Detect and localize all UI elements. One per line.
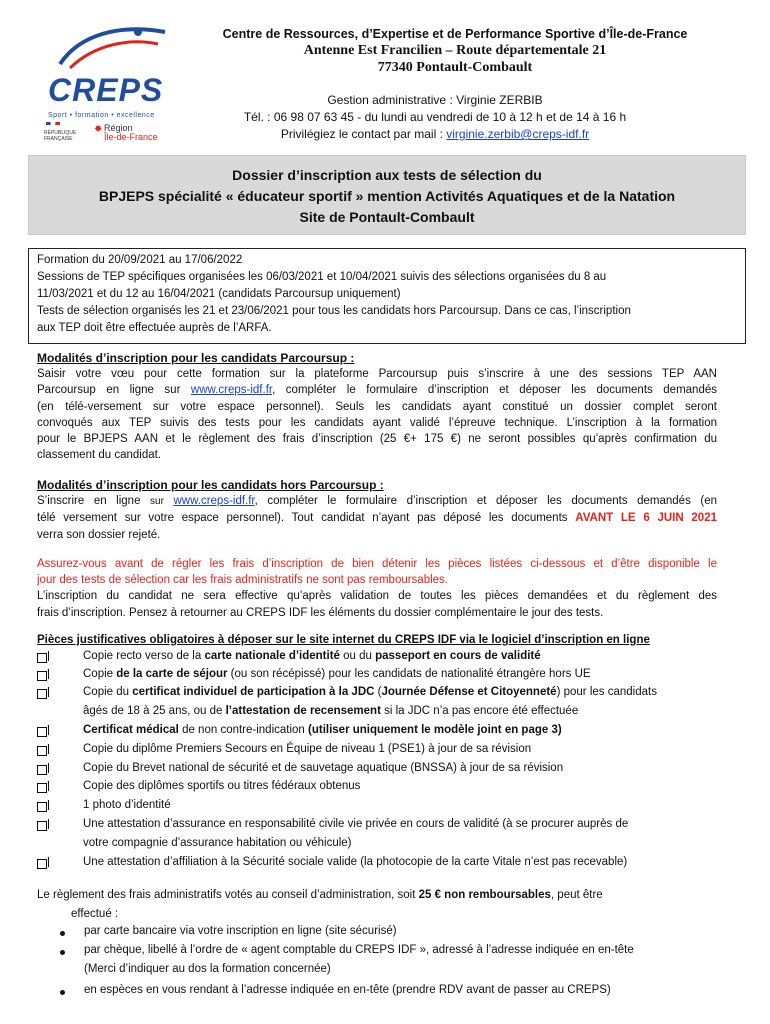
checklist-item: Certificat médical de non contre-indication (utiliser uniquement le modèle joint en page 3): [37, 724, 717, 742]
parcoursup-section: [37, 350, 717, 463]
region-logo-icon: ✸: [94, 124, 103, 135]
deadline-warning: AVANT LE 6 JUIN 2021: [575, 512, 717, 525]
paragraph-line: S’inscrire en ligne sur www.creps-idf.fr, compléter le formulaire d’inscription et déposer les documents demandés (en: [37, 495, 717, 508]
bullet-icon: [60, 990, 65, 995]
hors-parcoursup-section: [37, 477, 717, 543]
contact-name: Gestion administrative : Virginie ZERBIB: [327, 93, 543, 107]
warning-line: jour des tests de sélection car les frais administratifs ne sont pas remboursables.: [37, 574, 448, 587]
paragraph-line: Saisir votre vœu pour cette formation sur la plateforme Parcoursup puis s’inscrire à une des sessions TEP AAN: [37, 368, 717, 381]
french-flag-icon: [46, 122, 60, 125]
checklist-item: Copie du certificat individuel de participation à la JDC (Journée Défense et Citoyenneté) pour les candidats âgés de 18 à 25 ans, ou de l’attestation de recensement si la JDC n’a pas encore été effectuée: [37, 686, 717, 722]
paragraph-line: L’inscription du candidat ne sera effective qu’après validation de toutes les pièces demandées et du règlement des: [37, 590, 717, 603]
checkbox-icon[interactable]: [37, 859, 47, 869]
checklist-item: Copie des diplômes sportifs ou titres fédéraux obtenus: [37, 780, 717, 798]
payment-option: par chèque, libellé à l’ordre de « agent comptable du CREPS IDF », adressé à l’adresse indiquée en en-tête (Merci d’indiquer au dos la formation concernée): [60, 944, 720, 980]
paragraph-line: télé versement sur votre espace personnel). Tout candidat n’ayant pas déposé les documents AVANT LE 6 JUIN 2021: [37, 512, 717, 525]
checklist-item: Copie du Brevet national de sécurité et de sauvetage aquatique (BNSSA) à jour de sa révision: [37, 762, 717, 780]
header-antenne: Antenne Est Francilien – Route départementale 21: [303, 43, 607, 58]
region-label: Région Île-de-France: [104, 123, 158, 142]
info-line: aux TEP doit être effectuée auprès de l’ARFA.: [37, 322, 272, 334]
checklist-item: Copie du diplôme Premiers Secours en Équipe de niveau 1 (PSE1) à jour de sa révision: [37, 743, 717, 761]
contact-mail-line: Privilégiez le contact par mail : virginie.zerbib@creps-idf.fr: [280, 127, 590, 141]
warning-line: Assurez-vous avant de régler les frais d’inscription de bien détenir les pièces listées ci-dessous et d’être disponible le: [37, 558, 717, 570]
checklist-item: Une attestation d’affiliation à la Sécurité sociale valide (la photocopie de la carte Vitale n’est pas recevable): [37, 856, 717, 874]
paragraph-line: frais d’inscription. Pensez à retourner au CREPS IDF les éléments du dossier complémentaire le jour des tests.: [37, 606, 604, 619]
paragraph-line: classement du candidat.: [37, 449, 162, 462]
parcoursup-heading: Modalités d’inscription pour les candidats Parcoursup :: [37, 351, 355, 365]
checklist-item: Une attestation d’assurance en responsabilité civile vie privée en cours de validité (à se procurer auprès de votre compagnie d’assurance habitation ou véhicule): [37, 818, 717, 854]
checklist-item: 1 photo d’identité: [37, 799, 717, 817]
checkbox-icon[interactable]: [37, 802, 47, 812]
creps-logo: [40, 24, 180, 154]
checkbox-icon[interactable]: [37, 746, 47, 756]
header-centre-name: Centre de Ressources, d’Expertise et de Performance Sportive d’Île-de-France: [222, 27, 688, 41]
checkbox-icon[interactable]: [37, 653, 47, 663]
info-line: 11/03/2021 et du 12 au 16/04/2021 (candidats Parcoursup uniquement): [37, 288, 401, 300]
contact-mail-link[interactable]: virginie.zerbib@creps-idf.fr: [446, 127, 590, 141]
payment-option: par carte bancaire via votre inscription en ligne (site sécurisé): [60, 925, 720, 943]
paragraph-line: (en télé-versement sur votre espace personnel). Seuls les candidats ayant constitué un dossier complet seront: [37, 400, 717, 413]
bullet-icon: [60, 950, 65, 955]
paragraph-line: pour le BPJEPS AAN et le règlement des frais d’inscription (25 €+ 175 €) ne seront possibles qu’après confirmation du: [37, 433, 717, 446]
info-line: Tests de sélection organisés les 21 et 23/06/2021 pour tous les candidats hors Parcoursup. Dans ce cas, l’inscription: [37, 305, 631, 317]
checklist-item: Copie recto verso de la carte nationale d’identité ou du passeport en cours de validité: [37, 650, 717, 668]
checkbox-icon[interactable]: [37, 671, 47, 681]
paragraph-line: verra son dossier rejeté.: [37, 528, 161, 541]
reglement-section: [37, 886, 717, 924]
checkbox-icon[interactable]: [37, 765, 47, 775]
checklist-item: Copie de la carte de séjour (ou son récépissé) pour les candidats de nationalité étrangère hors UE: [37, 668, 717, 686]
checkbox-icon[interactable]: [37, 727, 47, 737]
info-line: Formation du 20/09/2021 au 17/06/2022: [37, 254, 243, 266]
checkbox-icon[interactable]: [37, 689, 47, 699]
paragraph-line: Parcoursup en ligne sur www.creps-idf.fr, compléter le formulaire d’inscription et déposer les documents demandés: [37, 384, 717, 397]
paragraph-line: effectué :: [71, 908, 119, 920]
hors-parcoursup-heading: Modalités d’inscription pour les candidats hors Parcoursup :: [37, 478, 384, 492]
info-line: Sessions de TEP spécifiques organisées les 06/03/2021 et 10/04/2021 suivis des sélections organisées du 8 au: [37, 271, 607, 283]
banner-title-line3: Site de Pontault-Combault: [299, 209, 475, 225]
republique-francaise-label: RÉPUBLIQUE FRANÇAISE: [44, 130, 77, 142]
checkbox-icon[interactable]: [37, 783, 47, 793]
banner-title-line1: Dossier d’inscription aux tests de sélection du: [232, 167, 542, 183]
brand-tagline: Sport • formation • excellence: [48, 112, 155, 119]
bullet-icon: [60, 931, 65, 936]
brand-name: CREPS: [48, 72, 164, 108]
pieces-heading: Pièces justificatives obligatoires à déposer sur le site internet du CREPS IDF via le logiciel d’inscription en ligne: [37, 634, 650, 646]
warning-section: [37, 556, 717, 621]
checkbox-icon[interactable]: [37, 821, 47, 831]
pieces-heading-wrap: [37, 632, 717, 648]
creps-website-link[interactable]: www.creps-idf.fr: [173, 495, 255, 508]
paragraph-line: Le règlement des frais administratifs votés au conseil d’administration, soit 25 € non remboursables, peut être: [37, 889, 603, 901]
title-banner: [28, 155, 746, 235]
payment-option: en espèces en vous rendant à l’adresse indiquée en en-tête (prendre RDV avant de passer au CREPS): [60, 984, 720, 1002]
banner-title-line2: BPJEPS spécialité « éducateur sportif » mention Activités Aquatiques et de la Natation: [98, 188, 676, 204]
creps-website-link[interactable]: www.creps-idf.fr: [190, 384, 273, 397]
header-city: 77340 Pontault-Combault: [377, 60, 533, 75]
contact-phone: Tél. : 06 98 07 63 45 - du lundi au vendredi de 10 à 12 h et de 14 à 16 h: [243, 110, 627, 124]
formation-info-box: [28, 248, 746, 344]
paragraph-line: convoqués aux TEP suivis des tests pour les candidats ayant validé l’épreuve technique. L’inscription à la formation: [37, 416, 717, 429]
